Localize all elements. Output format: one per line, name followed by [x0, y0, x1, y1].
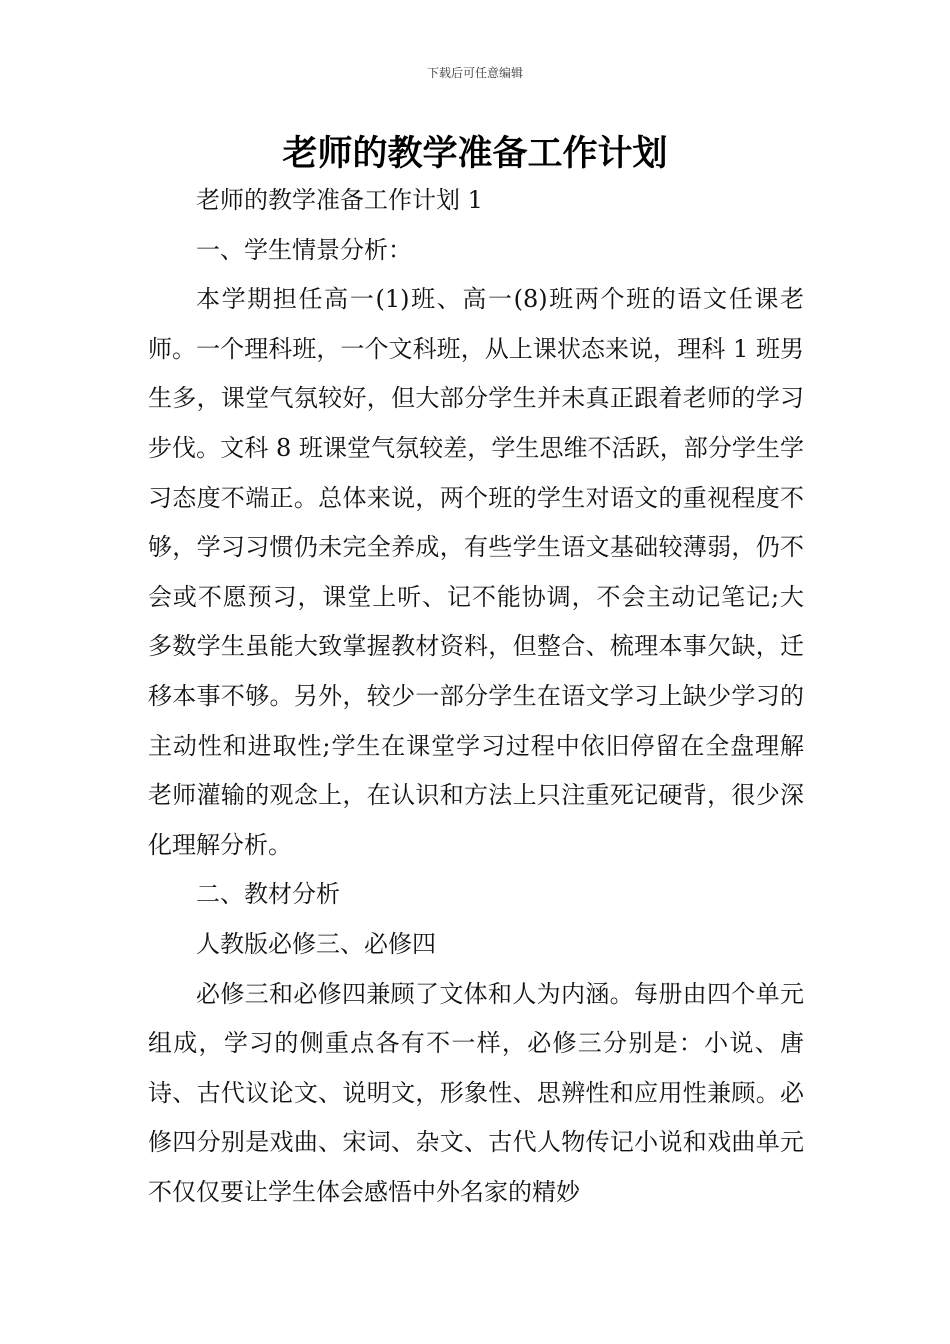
body-paragraph: 必修三和必修四兼顾了文体和人为内涵。每册由四个单元组成，学习的侧重点各有不一样，必修三分别是：小说、唐诗、古代议论文、说明文，形象性、思辨性和应用性兼顾。必修四分别是戏曲、宋词、杂文、古代人物传记小说和戏曲单元不仅仅要让学生体会感悟中外名家的精妙	[148, 979, 804, 1206]
header-note: 下载后可任意编辑	[426, 66, 523, 80]
document-title: 老师的教学准备工作计划	[282, 134, 668, 174]
section-subheading: 人教版必修三、必修四	[196, 929, 436, 958]
section-heading: 二、教材分析	[196, 880, 340, 909]
body-paragraph: 本学期担任高一(1)班、高一(8)班两个班的语文任课老师。一个理科班，一个文科班，从上课状态来说，理科 1 班男生多，课堂气氛较好，但大部分学生并未真正跟着老师的学习步伐。文科 8 班课堂气氛较差，学生思维不活跃，部分学生学习态度不端正。总体来说，两个班的学生对语文的重视程度不够，学习习惯仍未完全养成，有些学生语文基础较薄弱，仍不会或不愿预习，课堂上听、记不能协调，不会主动记笔记;大多数学生虽能大致掌握教材资料，但整合、梳理本事欠缺，迁移本事不够。另外，较少一部分学生在语文学习上缺少学习的主动性和进取性;学生在课堂学习过程中依旧停留在全盘理解老师灌输的观念上，在认识和方法上只注重死记硬背，很少深化理解分析。	[148, 285, 804, 859]
section-heading: 一、学生情景分析：	[196, 235, 412, 264]
section-heading: 老师的教学准备工作计划 1	[196, 186, 483, 214]
document-body	[148, 176, 804, 1217]
